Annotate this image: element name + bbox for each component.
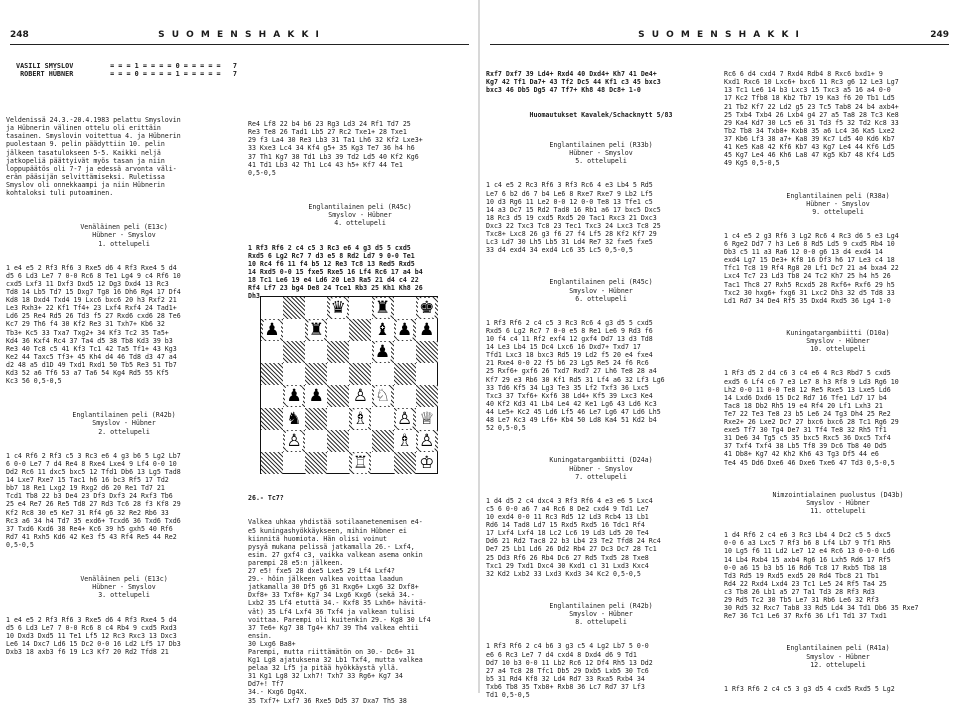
game1-moves: 1 e4 e5 2 Rf3 Rf6 3 Rxe5 d6 4 Rf3 Rxe4 5 d4 d5 6 Ld3 Le7 7 0-0 Rc6 8 Te1 Lg4 9 c4 Rf6 10 cxd5 Lxf3 11 Dxf3 Dxd5 12 Dg3 Dxd4 13 Rc3 Td8 14 Lb5 Td7 15 Dxg7 Tg8 16 Dh6 Rg4 17 Df4 Kd8 18 Dxd4 Txd4 19 Lxc6 bxc6 20 h3 Rxf2 21 Le3 Rxh3+ 22 Kf1 Tf4+ 23 Lxf4 Rxf4 24 Tad1+ Ld6 25 Re4 Rd5 26 Td3 f5 27 Rxd6 cxd6 28 Te6 Kc7 29 Th6 f4 30 Kf2 Re3 31 Txh7+ Kb6 32 Tb3+ Kc5 33 Txa7 Txg2+ 34 Kf3 Tc2 35 Ta5+ Kd4 36 Kxf4 Rc4 37 Ta4 d5 38 Tb8 Kd3 39 b3 Re3 40 Tc8 c5 41 Kf3 Tc1 42 Ta5 Tf1+ 43 Kg3 Ke2 44 Taxc5 Tf3+ 45 Kh4 d4 46 Td8 d3 47 a4 d2 48 a5 d1D 49 Txd1 Rxd1 50 Tb5 Re3 51 Tb7 Kd3 52 a6 Tf6 53 a7 Ta6 54 Kg4 Rd5 55 Kf5 Kc3 56 0,5-0,5 bbox=[6, 263, 181, 386]
board-square bbox=[416, 385, 438, 407]
board-square bbox=[283, 319, 305, 341]
game7-moves: 1 d4 d5 2 c4 dxc4 3 Rf3 Rf6 4 e3 e6 5 Lxc4 c5 6 0-0 a6 7 a4 Rc6 8 De2 cxd4 9 Td1 Le7 10 exd4 0-0 11 Rc3 Rd5 12 Ld3 Rcb4 13 Lb1 Rd6 14 Tad8 Ld7 15 Rxd5 Rxd5 16 Tdc1 Rf4 17 Lxf4 Lxf4 18 Lc2 Lc6 19 Ld3 Ld5 20 Te4 Dd6 21 Rd2 Tac8 22 b3 Lb4 23 Te2 Tfd8 24 Rc4 De7 25 Lb1 Ld6 26 Dd2 Rb4 27 Dc3 Dc7 28 Tc1 25 Dd3 Rf6 26 Rb4 Dc6 27 Rd5 Txd5 28 Txe8 Txc1 29 Txd1 Dxc4 30 Kxd1 c1 31 Lxd3 Kxc4 32 Kd2 Lxb2 33 Lxd3 Kxd3 34 Kc2 0,5-0,5 bbox=[486, 496, 661, 578]
right-running-header bbox=[490, 30, 949, 45]
black-knight-piece: ♞ bbox=[286, 408, 302, 429]
black-pawn-piece: ♟ bbox=[308, 386, 324, 407]
board-square bbox=[261, 452, 283, 474]
board-square bbox=[372, 408, 394, 430]
white-bishop-piece: ♗ bbox=[396, 430, 413, 451]
game2-moves: 1 c4 Rf6 2 Rf3 c5 3 Rc3 e6 4 g3 b6 5 Lg2 Lb7 6 0-0 Le7 7 d4 Re4 8 Rxe4 Lxe4 9 Lf4 0-0 10 Dd2 Rc6 11 dxc5 bxc5 12 Tfd1 Db6 13 Lg5 Tad8 14 Lxe7 Rxe7 15 Tac1 h6 16 bc3 Rf5 17 Td2 bb7 18 Re1 Lxg2 19 Rxg2 d6 20 Re1 Td7 21 Tcd1 Tb8 22 b3 De4 23 Df3 Dxf3 24 Rxf3 Tb6 25 e4 Re7 26 Re5 Td8 27 Rd3 Tc6 28 f3 Kf8 29 Kf2 Rc8 30 e5 Ke7 31 Rf4 g6 32 Re2 Rb6 33 Rc3 a6 34 h4 Td7 35 exd6+ Tcxd6 36 Txd6 Txd6 37 Txd6 Kxd6 38 Re4+ Kc6 39 h5 gxh5 40 Rf6 Rd7 41 Rxh5 Kd6 42 Ke3 f5 43 Rf4 Re5 44 Re2 0,5-0,5 bbox=[6, 451, 181, 549]
game4-finish: Rxf7 Dxf7 39 Ld4+ Rxd4 40 Dxd4+ Kh7 41 De4+ Kg7 42 Tf1 Da7+ 43 Tf2 Dc5 44 Kf1 c3 45 bxc3 bxc3 46 Db5 Dg5 47 Tf7+ Kh8 48 Dc8+ 1-0 bbox=[486, 70, 661, 95]
game11-header: Nimzointialainen puolustus (D43b) Smyslov - Hübner 11. ottelupeli bbox=[772, 490, 904, 515]
right-column-top bbox=[248, 104, 472, 316]
board-square bbox=[261, 341, 283, 363]
right-column-bottom bbox=[248, 478, 472, 721]
match-results: VASILI SMYSLOV = = = 1 = = = = 0 = = = = = 7 ROBERT HÜBNER = = = 0 = = = = 1 = = = = = 7 bbox=[16, 62, 237, 79]
game7-header: Kuningatargambiitti (D24a) Hübner - Smyslov 7. ottelupeli bbox=[549, 456, 653, 481]
board-square bbox=[261, 430, 283, 452]
left-column bbox=[6, 100, 242, 672]
game8-header: Englantilainen peli (R42b) Smyslov - Hübner 8. ottelupeli bbox=[549, 602, 653, 627]
game2-title: Englantilainen peli (R42b) Smyslov - Hübner 2. ottelupeli bbox=[72, 411, 176, 436]
board-square bbox=[327, 341, 349, 363]
white-rook-piece: ♖ bbox=[352, 452, 369, 473]
board-square bbox=[283, 341, 305, 363]
board-square bbox=[394, 363, 416, 385]
game8-continuation: Rc6 6 d4 cxd4 7 Rxd4 Rdb4 8 Rxc6 bxd1+ 9 Kxd1 Rxc6 10 Lxc6+ bxc6 11 Rc3 g6 12 Le3 Lg7 13 Tc1 Le6 14 b3 Lxc3 15 Txc3 a5 16 a4 0-0 17 Kc2 Tfb8 18 Kb2 Tb7 19 Ka3 f6 20 Tb1 Ld5 21 Tb2 Kf7 22 Ld2 g5 23 Tc5 Tab8 24 b4 axb4+ 25 Txb4 Txb4 26 Lxb4 g4 27 a5 Ta8 28 Tc3 Ke8 29 Ka4 Kd7 30 Lc5 e6 31 Td3 f5 32 Td2 Kc8 33 Tb2 Tb8 34 Txb8+ Kxb8 35 a6 Lc4 36 Ka5 Lxe2 37 Kb6 Lf3 38 a7+ Ka8 39 Kc7 Ld5 40 Kd6 Kb7 41 Ke5 Ka8 42 Kf6 Kb7 43 Kg7 Le4 44 Kf6 Ld5 45 Kg7 Le4 46 Kh6 La8 47 Kg5 Kb7 48 Kf4 Ld5 49 Kg5 0,5-0,5 bbox=[724, 70, 899, 168]
game9-header: Englantilainen peli (R38a) Hübner - Smyslov 9. ottelupeli bbox=[786, 191, 890, 216]
game4-moves: 1 Rf3 Rf6 2 c4 c5 3 Rc3 e6 4 g3 d5 5 cxd5 Rxd5 6 Lg2 Rc7 7 d3 e5 8 Rd2 Ld7 9 0-0 Te1 10 Rc4 f6 11 f4 b5 12 Re3 Tc8 13 Red5 Rxd5 14 Rxd5 0-0 15 fxe5 Rxe5 16 Lf4 Rc6 17 a4 b4 18 Tc1 Le6 19 e4 Ld6 20 Le3 Ra5 21 d4 c4 22 Rf4 Lf7 23 bg4 De8 24 Tce1 Rb3 25 Kh1 Kh8 26 Dh3 bbox=[248, 243, 423, 301]
board-square bbox=[327, 363, 349, 385]
game5-header: Englantilainen peli (R33b) Hübner - Smyslov 5. ottelupeli bbox=[549, 140, 653, 166]
black-pawn-piece: ♟ bbox=[396, 320, 413, 341]
board-square bbox=[305, 430, 327, 452]
left-page-number: 248 bbox=[10, 30, 29, 40]
game12-header: Englantilainen peli (R41a) Smyslov - Hübner 12. ottelupeli bbox=[786, 644, 890, 669]
board-square bbox=[327, 430, 349, 452]
game10-header: Kuningatargambiitti (D10a) Smyslov - Hübner 10. ottelupeli bbox=[786, 329, 890, 354]
white-pawn-piece: ♙ bbox=[352, 386, 369, 407]
white-pawn-piece: ♙ bbox=[419, 430, 435, 451]
black-pawn-piece: ♟ bbox=[264, 320, 280, 341]
black-rook-piece: ♜ bbox=[374, 298, 391, 318]
board-square bbox=[283, 297, 305, 319]
board-square bbox=[372, 430, 394, 452]
black-bishop-piece: ♝ bbox=[374, 320, 391, 341]
right-page-col-right bbox=[724, 54, 952, 709]
board-square bbox=[283, 363, 305, 385]
chess-diagram bbox=[260, 296, 438, 474]
right-page-col-left bbox=[486, 54, 716, 715]
black-pawn-piece: ♟ bbox=[419, 320, 435, 341]
intro-paragraph: Veldenissä 24.3.-20.4.1983 pelattu Smyslovin ja Hübnerin välinen ottelu oli erittäin tasainen. Smyslovin voitettua 4. ja Hübnerin puolestaan 9. pelin päädyttiin 10. pelin jälkeen tasatulokseen 5-5. Kaikki neljä jatkopeliä päättyivät myös tasan ja niin loppupäätös oli 7-7 ja edessä arvonta väli- erän pääsijän selvittämiseksi. Ruletissa Smyslov oli onnekkaampi ja niin Hübnerin kohtaloksi tuli putoaminen. bbox=[6, 116, 181, 198]
board-square bbox=[261, 385, 283, 407]
black-pawn-piece: ♟ bbox=[286, 386, 302, 407]
board-square bbox=[327, 385, 349, 407]
board-square bbox=[305, 297, 327, 319]
game8-moves: 1 Rf3 Rf6 2 c4 b6 3 g3 c5 4 Lg2 Lb7 5 0-0 e6 6 Rc3 Le7 7 d4 cxd4 8 Dxd4 d6 9 Td1 Dd7 10 b3 0-0 11 Lb2 Rc6 12 Df4 Rh5 13 Dd2 27 a4 Tc8 28 Tfc1 Db5 29 Dxb5 Lxb5 30 Tc6 b5 31 Rd4 Kf8 32 Ld4 Rd7 33 Rxa5 Rxb4 34 Txb6 Tb8 35 Txb8+ Rxb8 36 Lc7 Rd7 37 Lf3 Td1 0,5-0,5 bbox=[486, 642, 653, 700]
white-bishop-piece: ♗ bbox=[352, 408, 369, 429]
board-square bbox=[261, 297, 283, 319]
board-square bbox=[349, 363, 371, 385]
board-square bbox=[327, 408, 349, 430]
board-square bbox=[372, 452, 394, 474]
board-square bbox=[349, 430, 371, 452]
game3-title: Venäläinen peli (E13c) Hübner - Smyslov 3. ottelupeli bbox=[80, 575, 168, 600]
game11-moves: 1 d4 Rf6 2 c4 e6 3 Rc3 Lb4 4 Dc2 c5 5 dxc5 0-0 6 a3 Lxc5 7 Rf3 b6 8 Lf4 Lb7 9 Tf1 Rh5 10 Lg5 f6 11 Ld2 Le7 12 e4 Rc6 13 0-0-0 Ld6 14 Lb4 Rxb4 15 axb4 Rg6 16 Lxh5 Rd6 17 Rf5 0-0 a6 15 b3 b5 16 Rd6 Tc8 17 Rxb5 Tb8 18 Td3 Rd5 19 Rxd5 exd5 20 Rd4 Tbc8 21 Tb1 Rd4 22 Rxd4 Lxd4 23 Tc1 Le5 24 Rf5 Ta4 25 c3 Tb8 26 Lb1 a5 27 Ta1 Td3 28 Rf3 Rd3 29 Rd5 Tc2 30 Tb5 Le7 31 Rb6 Le6 32 Rf3 30 Rd5 32 Rxc7 Tab8 33 Rd5 Ld4 34 Td1 Db6 35 Rxe7 Re7 36 Tc1 Le6 37 Rxf6 36 Lf1 Td1 37 Txd1 bbox=[724, 531, 919, 621]
game1-title: Venäläinen peli (E13c) Hübner - Smyslov 1. ottelupeli bbox=[80, 223, 168, 248]
white-knight-piece: ♘ bbox=[374, 386, 391, 407]
board-square bbox=[416, 363, 438, 385]
board-square bbox=[261, 408, 283, 430]
board-square bbox=[327, 319, 349, 341]
board-square bbox=[283, 452, 305, 474]
board-square bbox=[394, 385, 416, 407]
board-square bbox=[261, 363, 283, 385]
right-page bbox=[480, 0, 959, 700]
white-king-piece: ♔ bbox=[419, 452, 435, 473]
black-king-piece: ♚ bbox=[419, 298, 435, 318]
right-running-head: S U O M E N S H A K K I bbox=[638, 30, 801, 40]
game4-title: Englantilainen peli (R45c) Smyslov - Hübner 4. ottelupeli bbox=[308, 203, 412, 228]
white-pawn-piece: ♙ bbox=[286, 430, 302, 451]
board-square bbox=[394, 452, 416, 474]
board-square bbox=[416, 341, 438, 363]
board-square bbox=[349, 297, 371, 319]
game9-moves: 1 c4 e5 2 g3 Rf6 3 Lg2 Rc6 4 Rc3 d6 5 e3 Lg4 6 Rge2 Dd7 7 h3 Le6 8 Rd5 Ld5 9 cxd5 Rb4 10 Db3 c5 11 a3 Ra6 12 0-0 g6 13 d4 exd4 14 exd4 Lg7 15 De3+ Kf8 16 Df3 h6 17 Le3 c4 18 Tfc1 Tc8 19 Rf4 Rg8 20 Lf1 Dc7 21 a4 bxa4 22 Lxc4 Tc7 23 Ld3 Tb8 24 Tc2 Kh7 25 h4 h5 26 Tac1 Thc8 27 Rxh5 Rcxd5 28 Rxf6+ Rxf6 29 h5 Txc2 30 hxg6+ fxg6 31 Lxc2 Dh3 32 d5 Td8 33 Ld1 Rd7 34 De4 Rf5 35 Dxd4 Rxd5 36 Lg4 1-0 bbox=[724, 231, 899, 305]
black-pawn-piece: ♟ bbox=[374, 342, 391, 363]
right-page-number: 249 bbox=[930, 30, 949, 40]
board-square bbox=[305, 452, 327, 474]
white-pawn-piece: ♙ bbox=[396, 408, 413, 429]
board-square bbox=[305, 408, 327, 430]
board-square bbox=[394, 341, 416, 363]
board-square bbox=[349, 319, 371, 341]
board-square bbox=[349, 341, 371, 363]
black-rook-piece: ♜ bbox=[308, 320, 324, 341]
board-square bbox=[305, 341, 327, 363]
game6-header: Englantilainen peli (R45c) Smyslov - Hübner 6. ottelupeli bbox=[549, 278, 653, 303]
board-square bbox=[327, 452, 349, 474]
board-square bbox=[372, 363, 394, 385]
left-running-header bbox=[10, 30, 469, 45]
game6-moves: 1 Rf3 Rf6 2 c4 c5 3 Rc3 Rc6 4 g3 d5 5 cxd5 Rxd5 6 Lg2 Rc7 7 0-0 e5 8 Re1 Le6 9 Rd3 f6 10 f4 c4 11 Rf2 exf4 12 gxf4 Dd7 13 d3 Td8 14 Le3 Lb4 15 Dc4 Lxc6 16 Dxd7+ Txd7 17 Tfd1 Lxc3 18 bxc3 Rd5 19 Ld2 f5 20 e4 fxe4 21 Rxe4 0-0 22 f5 b6 23 Lg5 Re5 24 f6 Rc6 25 Rxf6+ gxf6 26 Txd7 Rxd7 27 Lh6 Te8 28 a4 Kf7 29 e3 Rb6 30 Kf1 Rd5 31 Lf4 a6 32 Lf3 Lg6 33 Td6 Kf5 34 Lg3 Te3 35 Lf2 Txf3 36 Lxc5 Txc3 37 Txf6+ Kxf6 38 Ld4+ Kf5 39 Lxc3 Ke4 40 Kf2 Kd3 41 Lb4 Le4 42 Ke1 Lg6 43 Ld6 Kc3 44 Le5+ Kc2 45 Ld6 Lf5 46 Le7 Lg6 47 Ld6 Lh5 48 Le7 Kc3 49 Lf6+ Kb4 50 Ld8 Ka4 51 Kd2 b4 52 0,5-0,5 bbox=[486, 318, 665, 433]
annotation-source: Huomautukset Kavalek/Schacknytt 5/83 bbox=[529, 110, 673, 119]
game12-moves: 1 Rf3 Rf6 2 c4 c5 3 g3 d5 4 cxd5 Rxd5 5 Lg2 bbox=[724, 684, 895, 693]
game3-moves: 1 e4 e5 2 Rf3 Rf6 3 Rxe5 d6 4 Rf3 Rxe4 5 d4 d5 6 Ld3 Le7 7 0-0 Rc6 8 c4 Rb4 9 cxd5 Rxd3 10 Dxd3 Dxd5 11 Te1 Lf5 12 Rc3 Rxc3 13 Dxc3 Le6 14 Dxc7 Ld6 15 Dc2 0-0 16 Ld2 Lf5 17 Db3 Dxb3 18 axb3 f6 19 Lc3 Kf7 20 Rd2 Tfd8 21 bbox=[6, 615, 181, 656]
black-queen-piece: ♛ bbox=[330, 298, 346, 318]
game3-continuation: Re4 Lf8 22 b4 b6 23 Rg3 Ld3 24 Rf1 Td7 25 Re3 Te8 26 Tad1 Lb5 27 Rc2 Txe1+ 28 Txe1 29 f3 La4 30 Re3 Lb3 31 Ta1 Lh6 32 Kf2 Lxe3+ 33 Kxe3 Lc4 34 Kf4 g5+ 35 Kg3 Te7 36 h4 h6 37 Th1 Kg7 38 Td1 Lb3 39 Td2 Ld5 40 Kf2 Kg6 41 Td1 Lb3 42 Th1 Lc4 43 h5+ Kf7 44 Te1 0,5-0,5 bbox=[248, 120, 423, 177]
game10-moves: 1 Rf3 d5 2 d4 c6 3 c4 e6 4 Rc3 Rbd7 5 cxd5 exd5 6 Lf4 c6 7 e3 Le7 8 h3 Rf8 9 Ld3 Rg6 10 Lh2 0-0 11 0-0 Te8 12 Re5 Rxe5 13 Lxe5 Ld6 14 Lxd6 Dxd6 15 Dc2 Rd7 16 Tfe1 Ld7 17 b4 Tac8 18 Db2 Rh5 19 e4 Rf4 20 Lf1 Lxh3 21 Te7 22 Te3 Te8 23 b5 Le6 24 Tg3 Dh4 25 Re2 Rxe2+ 26 Lxe2 Dc7 27 bxc6 bxc6 28 Tc1 Rg6 29 exe5 Tf7 30 Tg4 De7 31 Tf4 Te8 32 Rh5 Tf1 31 De6 34 Tg5 c5 35 bxc5 Rxc5 36 Dxc5 Txf4 37 Txf4 Txf4 38 Lb5 Tf8 39 Dc6 Tb8 40 Dd5 41 Db8+ Kg7 42 Kh2 Kh6 43 Tg3 Df5 44 e6 Te4 45 Dd6 Dxe6 46 Dxe6 Txe6 47 Td3 0,5-0,5 bbox=[724, 369, 899, 467]
white-queen-piece: ♕ bbox=[419, 408, 435, 429]
game4-annotations: Valkea uhkaa yhdistää sotilaanetenemisen e4- e5 kuningashyökkäykseen, mihin Hübner ei kiinnitä huomiota. Hän olisi voinut pysyä mukana pelissä jatkamalla 26.- Lxf4, esim. 27 gxf4 c3, vaikka valkean asema onkin parempi 28 e5:n jälkeen. 27 e5! fxe5 28 dxe5 Lxe5 29 Lf4 Lxf4? 29.- hôin jälkeen valkea voittaa laadun jatkamalla 30 Df5 g6 31 Rxg6+ Lxg6 32 Dxf8+ Dxf8+ 33 Txf8+ Kg7 34 Lxg6 Kxg6 (sekä 34.- Lxb2 35 Lf4 etuttä 34.- Kxf8 35 Lxh6+ hävitä- vät) 35 Lf4 Lxf4 36 Txf4 ja valkean tulisi voittaa. Parempi oli kuitenkin 29.- Kg8 30 Lf4 37 Te6+ Kg7 38 Tg4+ Kh7 39 Th4 valkea ehtii ensin. 30 Lxg6 Ba8+ Parempi, mutta riittämätön on 30.- Dc6+ 31 Kg1 Lg8 ajatuksena 32 Lb1 Txf4, mutta valkea pelaa 32 Lf5 ja pitää hyökkäystä yllä. 31 Kg1 Lg8 32 Lxh7! Txh7 33 Rg6+ Kg7 34 Dd7+! Tf7 34.- Kxg6 Dg4X. 35 Txf7+ Lxf7 36 Rxe5 Dd5 37 Dxa7 Th5 38 bbox=[248, 518, 431, 705]
board-square bbox=[394, 297, 416, 319]
game5-moves: 1 c4 e5 2 Rc3 Rf6 3 Rf3 Rc6 4 e3 Lb4 5 Rd5 Le7 6 b2 d6 7 b4 Le6 8 Rxe7 Rxe7 9 Lb2 Lf5 10 d3 Rg6 11 Le2 0-0 12 0-0 Te8 13 Tfe1 c5 14 a3 Dc7 15 Rd2 Tad8 16 Rb1 a6 17 bxc5 Dxc5 18 Rc3 d5 19 cxd5 Rxd5 20 Tac1 Rxc3 21 Dxc3 Dxc3 22 Txc3 Tc8 23 Tec1 Txc3 24 Lxc3 Tc8 25 Txc8+ Lxc8 26 g3 f6 27 f4 Lf5 28 Kf2 Kf7 29 Lc3 Ld7 30 Lh5 Lb5 31 Ld4 Re7 32 fxe5 fxe5 33 d4 exd4 34 exd4 Lc6 35 Lc5 0,5-0,5 bbox=[486, 181, 661, 255]
left-page bbox=[0, 0, 479, 705]
left-running-head: S U O M E N S H A K K I bbox=[158, 30, 321, 40]
board-square bbox=[305, 363, 327, 385]
diagram-caption: 26.- Tc7? bbox=[248, 494, 284, 503]
